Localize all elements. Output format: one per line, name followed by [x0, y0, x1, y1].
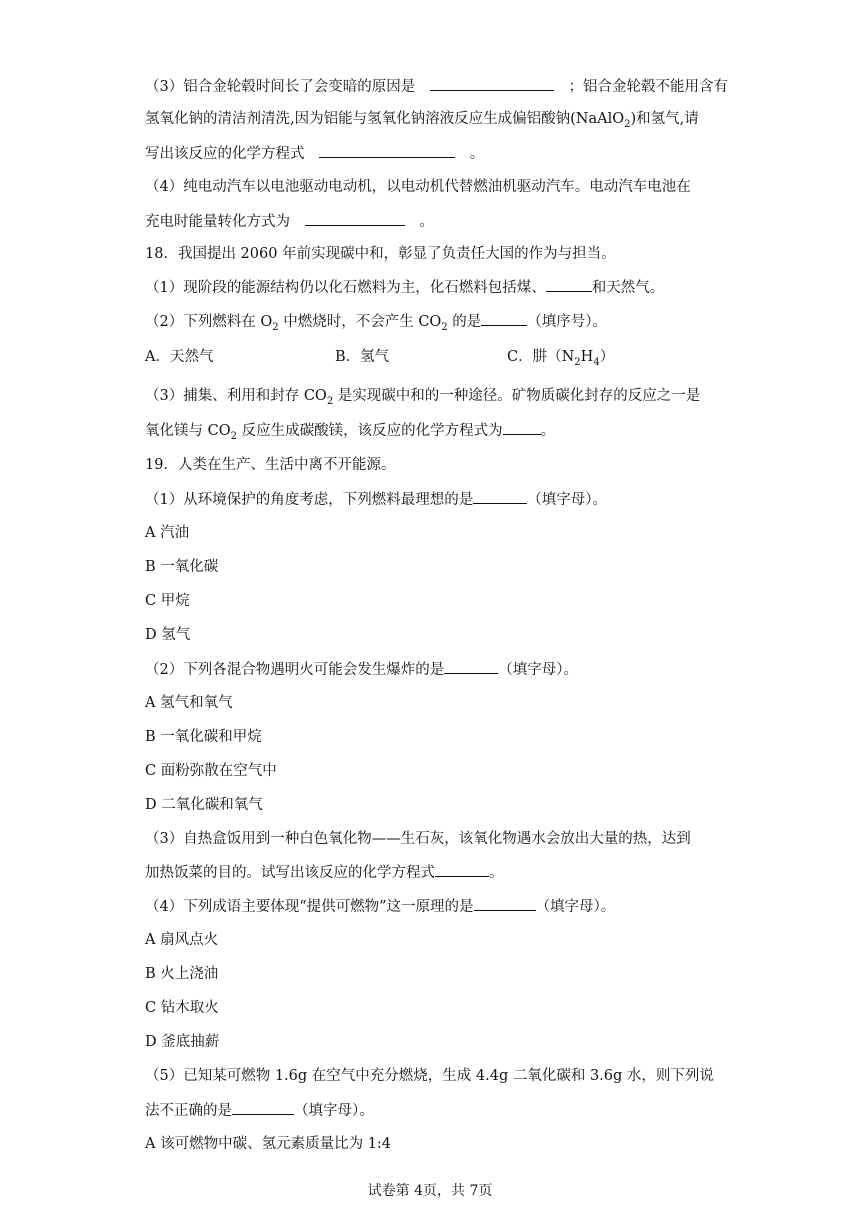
q19-part5-line1: （5）已知某可燃物 1.6g 在空气中充分燃烧，生成 4.4g 二氧化碳和 3.6g 水，则下列说	[145, 1068, 714, 1084]
q18-stem: 18．我国提出 2060 年前实现碳中和，彰显了负责任大国的作为与担当。	[145, 246, 616, 262]
answer-blank[interactable]	[503, 420, 541, 435]
answer-blank[interactable]	[435, 862, 489, 877]
answer-blank[interactable]	[319, 143, 455, 158]
q19-part4: （4）下列成语主要体现“提供可燃物”这一原理的是 （填字母）。	[145, 896, 615, 917]
q17-part3-line1: （3）铝合金轮毂时间长了会变暗的原因是 ；铝合金轮毂不能用含有	[145, 76, 728, 97]
q19-part4-option-a[interactable]: A 扇风点火	[145, 932, 219, 948]
q19-part2-option-c[interactable]: C 面粉弥散在空气中	[145, 763, 277, 779]
q17-part4-line1: （4）纯电动汽车以电池驱动电动机，以电动机代替燃油机驱动汽车。电动汽车电池在	[145, 179, 691, 195]
q19-part4-option-d[interactable]: D 釜底抽薪	[145, 1034, 220, 1050]
answer-blank[interactable]	[232, 1100, 294, 1115]
option-c[interactable]: C．肼$(N_2H_4)$	[507, 349, 615, 368]
q19-part4-option-b[interactable]: B 火上浇油	[145, 966, 219, 982]
q19-part2: （2）下列各混合物遇明火可能会发生爆炸的是 （填字母）。	[145, 659, 578, 680]
answer-blank[interactable]	[481, 311, 527, 326]
option-b[interactable]: B．氢气	[335, 349, 390, 365]
q19-part5-line2: 法不正确的是 （填字母）。	[145, 1100, 374, 1121]
q19-part3-line2: 加热饭菜的目的。试写出该反应的化学方程式 。	[145, 862, 504, 883]
answer-blank[interactable]	[430, 76, 554, 91]
answer-blank[interactable]	[473, 489, 527, 504]
q19-part4-option-c[interactable]: C 钻木取火	[145, 1000, 219, 1016]
q19-part3-line1: （3）自热盒饭用到一种白色氧化物——生石灰，该氧化物遇水会放出大量的热，达到	[145, 831, 691, 847]
q18-options	[145, 347, 614, 373]
q18-part1: （1）现阶段的能源结构仍以化石燃料为主，化石燃料包括煤、 和天然气。	[145, 277, 664, 298]
page-footer: 试卷第 4页，共 7页	[367, 1183, 493, 1199]
q18-part2: （2）下列燃料在 $O_2$ 中燃烧时，不会产生 $CO_2$ 的是 （填序号）。	[145, 311, 607, 338]
q18-part3-line2: 氧化镁与 $CO_2$ 反应生成碳酸镁，该反应的化学方程式为 。	[145, 420, 555, 447]
q17-part3-line2: 氢氧化钠的清洁剂清洗,因为铝能与氢氧化钠溶液反应生成偏铝酸钠(NaAlO$_2$)和氢气,请	[145, 111, 699, 130]
q19-part1-option-b[interactable]: B 一氧化碳	[145, 559, 219, 575]
q19-part1-option-c[interactable]: C 甲烷	[145, 593, 190, 609]
q19-part2-option-d[interactable]: D 二氧化碳和氧气	[145, 797, 263, 813]
q19-part1-option-d[interactable]: D 氢气	[145, 627, 191, 643]
q19-part2-option-b[interactable]: B 一氧化碳和甲烷	[145, 729, 262, 745]
q19-stem: 19．人类在生产、生活中离不开能源。	[145, 457, 396, 473]
q19-part1: （1）从环境保护的角度考虑，下列燃料最理想的是 （填字母）。	[145, 489, 607, 510]
q17-part4-line2: 充电时能量转化方式为 。	[145, 211, 434, 232]
q17-part3-line3: 写出该反应的化学方程式 。	[145, 143, 484, 164]
answer-blank[interactable]	[305, 211, 405, 226]
option-a[interactable]: A．天然气	[145, 349, 214, 365]
q19-part5-option-a[interactable]: A 该可燃物中碳、氢元素质量比为 1:4	[145, 1136, 392, 1152]
answer-blank[interactable]	[474, 896, 536, 911]
answer-blank[interactable]	[444, 659, 498, 674]
q19-part2-option-a[interactable]: A 氢气和氧气	[145, 695, 233, 711]
q18-part3-line1: （3）捕集、利用和封存 $CO_2$ 是实现碳中和的一种途径。矿物质碳化封存的反应之一是	[145, 388, 701, 407]
q19-part1-option-a[interactable]: A 汽油	[145, 525, 190, 541]
answer-blank[interactable]	[546, 277, 592, 292]
